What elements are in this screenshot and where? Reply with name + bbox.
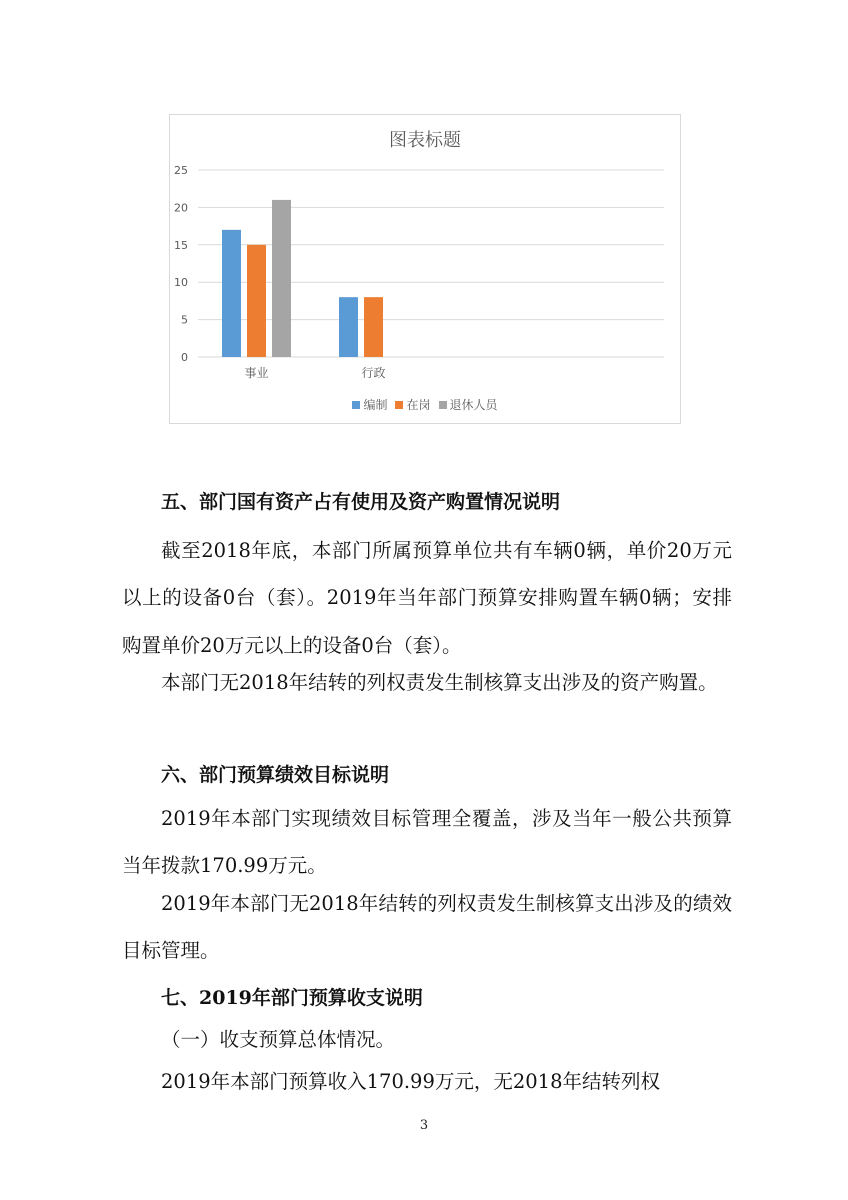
bar-编制-行政: [339, 297, 358, 357]
page-number: 3: [419, 1118, 429, 1133]
section-6-paragraph-1: 2019年本部门实现绩效目标管理全覆盖，涉及当年一般公共预算当年拨款170.99万元。: [122, 807, 732, 878]
legend-label: 在岗: [406, 398, 431, 412]
y-tick-label: 20: [174, 201, 188, 215]
y-tick-label: 15: [174, 238, 188, 252]
x-category-label: 行政: [361, 366, 386, 380]
legend-item: [352, 396, 387, 413]
legend-item: [439, 396, 498, 413]
legend-item: [395, 396, 430, 413]
bar-在岗-行政: [364, 297, 383, 357]
y-tick-label: 25: [174, 164, 188, 177]
chart-legend: [170, 396, 680, 413]
legend-swatch: [395, 401, 403, 409]
section-7-paragraph-1: 2019年本部门预算收入170.99万元，无2018年结转列权: [161, 1070, 660, 1093]
section-6-heading: 六、部门预算绩效目标说明: [161, 764, 390, 786]
y-tick-label: 5: [181, 313, 188, 327]
section-7-heading: 七、2019年部门预算收支说明: [161, 987, 423, 1009]
bar-在岗-事业: [247, 245, 266, 357]
section-6-paragraph-2: 2019年本部门无2018年结转的列权责发生制核算支出涉及的绩效目标管理。: [122, 892, 732, 963]
bar-编制-事业: [222, 230, 241, 357]
section-5-heading: 五、部门国有资产占有使用及资产购置情况说明: [161, 491, 561, 513]
staff-bar-chart: [169, 114, 681, 424]
y-tick-label: 10: [174, 276, 188, 290]
x-category-label: 事业: [244, 366, 269, 380]
section-5-paragraph-1: 截至2018年底，本部门所属预算单位共有车辆0辆，单价20万元以上的设备0台（套）。2019年当年部门预算安排购置车辆0辆；安排购置单价20万元以上的设备0台（套）。: [122, 539, 732, 657]
chart-title: 图表标题: [389, 130, 461, 151]
chart-svg: [170, 115, 682, 425]
bar-退休人员-事业: [272, 200, 291, 357]
y-tick-label: 0: [181, 351, 188, 364]
section-5-paragraph-2: 本部门无2018年结转的列权责发生制核算支出涉及的资产购置。: [161, 671, 718, 694]
legend-swatch: [352, 401, 360, 409]
section-7-subheading-1: （一）收支预算总体情况。: [161, 1028, 396, 1051]
legend-label: 退休人员: [449, 398, 498, 412]
legend-label: 编制: [363, 398, 388, 412]
legend-swatch: [439, 401, 447, 409]
